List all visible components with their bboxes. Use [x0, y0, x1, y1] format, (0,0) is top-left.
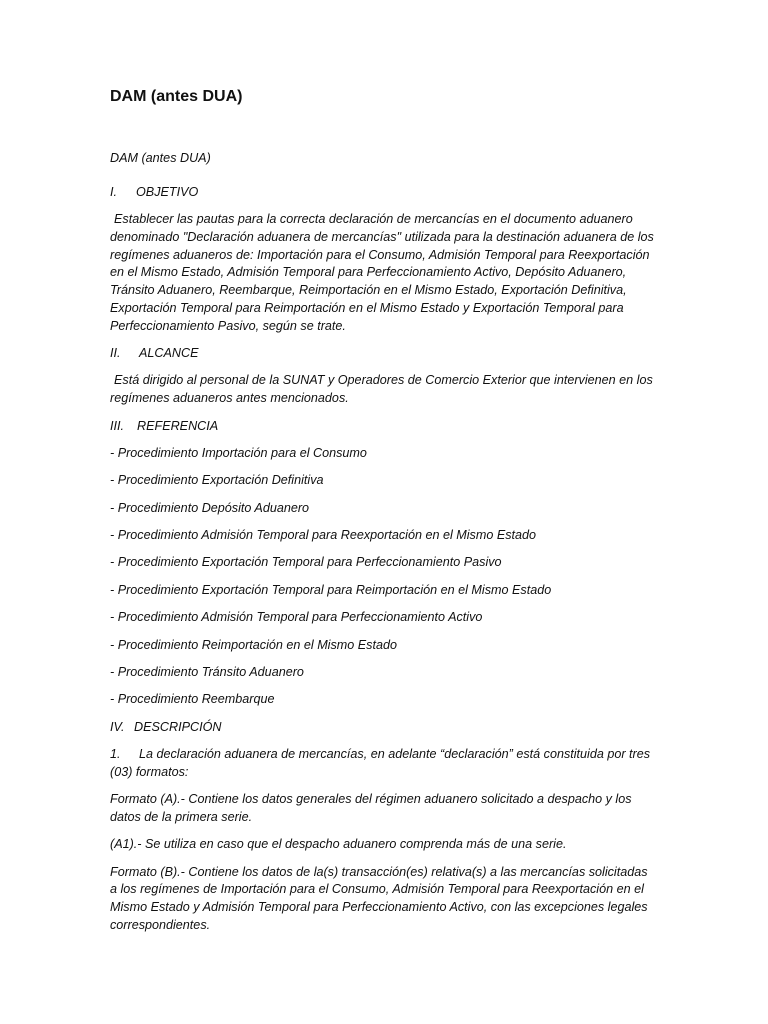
list-item: - Procedimiento Admisión Temporal para Reexportación en el Mismo Estado — [110, 528, 537, 543]
section-heading-label: OBJETIVO — [136, 184, 199, 199]
section-number: I. — [110, 184, 117, 199]
list-item: - Procedimiento Depósito Aduanero — [110, 500, 310, 515]
point-number: 1. — [110, 747, 121, 762]
document-body — [110, 150, 658, 935]
list-item: - Procedimiento Exportación Definitiva — [110, 473, 324, 488]
list-item: - Procedimiento Admisión Temporal para Perfeccionamiento Activo — [110, 610, 483, 625]
section-heading-referencia — [110, 418, 658, 436]
alcance-paragraph: Está dirigido al personal de la SUNAT y Operadores de Comercio Exterior que intervienen en los regímenes aduaneros antes mencionados. — [110, 373, 653, 406]
list-item: - Procedimiento Reimportación en el Mismo Estado — [110, 637, 397, 652]
list-item: - Procedimiento Importación para el Consumo — [110, 445, 367, 460]
section-heading-label: ALCANCE — [139, 346, 199, 361]
section-number: IV. — [110, 719, 125, 734]
section-number: III. — [110, 418, 124, 433]
section-number: II. — [110, 346, 121, 361]
formato-a1-paragraph: (A1).- Se utiliza en caso que el despacho aduanero comprenda más de una serie. — [110, 837, 567, 852]
document-title: DAM (antes DUA) — [110, 88, 243, 105]
section-heading-objetivo — [110, 184, 658, 202]
point-text: La declaración aduanera de mercancías, en adelante “declaración” está constituida por tres (03) formatos: — [110, 747, 651, 779]
objetivo-paragraph: Establecer las pautas para la correcta declaración de mercancías en el documento aduanero denominado "Declaración aduanera de mercancías" utilizada para la destinación aduanera de los regímenes aduaneros de: Importación para el Consumo, Admisión Temporal para Reexportación en el Mismo Estado, Admisión Temporal para Perfeccionamiento Activo, Depósito Aduanero, Tránsito Aduanero, Reembarque, Reimportación en el Mismo Estado, Exportación Definitiva, Exportación Temporal para Reimportación en el Mismo Estado y Exportación Temporal para Perfeccionamiento Pasivo, según se trate. — [110, 212, 654, 333]
formato-b-paragraph: Formato (B).- Contiene los datos de la(s) transacción(es) relativa(s) a las mercancías solicitadas a los regímenes de Importación para el Consumo, Admisión Temporal para Reexportación en el Mismo Estado y Admisión Temporal para Perfeccionamiento Activo, con las excepciones legales correspondientes. — [110, 864, 648, 932]
section-heading-alcance — [110, 345, 658, 363]
section-heading-label: DESCRIPCIÓN — [134, 719, 222, 734]
list-item: - Procedimiento Reembarque — [110, 692, 275, 707]
list-item: - Procedimiento Tránsito Aduanero — [110, 664, 304, 679]
section-heading-label: REFERENCIA — [137, 418, 219, 433]
list-item: - Procedimiento Exportación Temporal para Perfeccionamiento Pasivo — [110, 555, 502, 570]
document-subtitle: DAM (antes DUA) — [110, 151, 211, 165]
descripcion-point-1 — [110, 746, 658, 782]
formato-a-paragraph: Formato (A).- Contiene los datos generales del régimen aduanero solicitado a despacho y los datos de la primera serie. — [110, 792, 632, 824]
section-heading-descripcion — [110, 719, 658, 737]
reference-list — [110, 445, 658, 709]
list-item: - Procedimiento Exportación Temporal para Reimportación en el Mismo Estado — [110, 582, 552, 597]
